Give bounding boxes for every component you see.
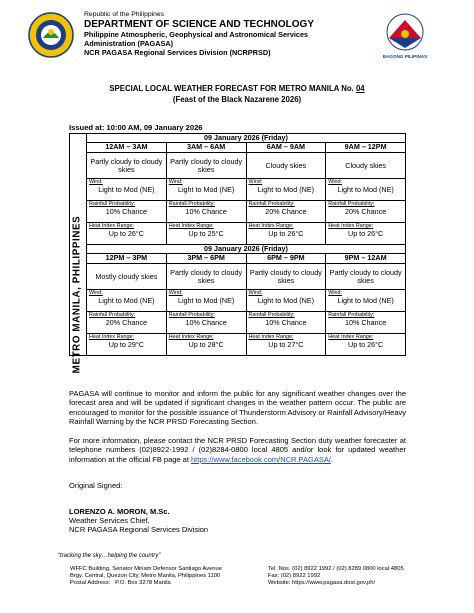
heat-cell [326,334,406,356]
sky-condition: Partly cloudy to cloudy skies [166,153,246,179]
address-line: Brgy. Central, Quezon City, Metro Manila, Philippines 1100 [70,573,221,579]
wind-cell [326,290,406,312]
wind-label: Wind: [328,179,343,185]
time-slot: 9AM – 12PM [326,143,406,153]
rain-value: 20% Chance [105,318,147,327]
rain-value: 20% Chance [265,207,307,216]
pagasa-seal-logo [28,12,74,58]
time-slot: 12PM – 3PM [87,254,167,264]
wind-cell [326,179,406,201]
wind-label: Wind: [248,290,263,296]
sky-condition: Partly cloudy to cloudy skies [87,153,167,179]
wind-value: Light to Mod (NE) [337,185,394,194]
time-slot: 3AM – 6AM [166,143,246,153]
rain-row [70,201,406,223]
sky-condition: Cloudy skies [326,153,406,179]
rain-value: 10% Chance [185,318,227,327]
issued-time: Issued at: 10:00 AM, 09 January 2026 [69,123,203,132]
wind-cell [87,179,167,201]
motto: “tracking the sky…helping the country” [58,553,161,559]
rain-value: 10% Chance [105,207,147,216]
signatory-name: LORENZO A. MORON, M.Sc. [69,507,170,516]
forecast-title [0,84,474,93]
heat-label: Heat Index Range: [89,334,134,340]
wind-value: Light to Mod (NE) [98,185,155,194]
heat-label: Heat Index Range: [89,223,134,229]
rain-label: Rainfall Probability: [168,312,215,318]
location-side-text: METRO MANILA, PHILIPPINES [71,215,83,374]
rain-value: 20% Chance [345,207,387,216]
contact-text-end: . [330,454,334,464]
wind-label: Wind: [168,290,183,296]
sky-condition: Mostly cloudy skies [87,264,167,290]
time-slot: 3PM – 6PM [166,254,246,264]
wind-cell [246,290,326,312]
signatory-division: NCR PAGASA Regional Services Division [69,525,209,535]
forecast-title-text: SPECIAL LOCAL WEATHER FORECAST FOR METRO MANILA No. [109,84,356,93]
time-slot: 6PM – 9PM [246,254,326,264]
rain-cell [246,312,326,334]
time-row [70,254,406,264]
monitoring-paragraph: PAGASA will continue to monitor and inform the public for any significant weather changes over the forecast area and will be updated if significant changes in the weather pattern occur. The public are encouraged to monitor for the possible issuance of Thunderstorm Advisory or Rainfall Advisory/Heavy Rainfall Warning by the NCR PRSD Forecasting Section. [69,389,406,426]
date-header: 09 January 2026 (Friday) [87,245,406,254]
rain-cell [166,312,246,334]
agency-name-line2: Administration (PAGASA) [84,39,174,48]
signature-block [69,507,208,535]
rain-label: Rainfall Probability: [248,312,295,318]
heat-label: Heat Index Range: [168,334,214,340]
heat-cell [87,223,167,245]
wind-value: Light to Mod (NE) [257,296,315,305]
rain-value: 10% Chance [185,207,227,216]
website: Website: https://www.pagasa.dost.gov.ph/ [268,580,376,586]
date-header: 09 January 2026 (Friday) [87,134,406,143]
wind-label: Wind: [328,290,343,296]
heat-value: Up to 26°C [348,229,384,238]
time-slot: 6AM – 9AM [246,143,326,153]
sky-row [70,153,406,179]
sky-row [70,264,406,290]
rain-cell [246,201,326,223]
heat-value: Up to 28°C [188,340,224,349]
heat-row [70,223,406,245]
sky-condition: Partly cloudy to cloudy skies [166,264,246,290]
wind-label: Wind: [168,179,183,185]
time-slot: 9PM – 12AM [326,254,406,264]
rain-cell [166,201,246,223]
rain-label: Rainfall Probability: [168,201,215,207]
rain-cell [87,201,167,223]
heat-label: Heat Index Range: [168,223,214,229]
postal-address: Postal Address: P.O. Box 3278 Manila [70,580,171,586]
wind-value: Light to Mod (NE) [337,296,394,305]
signatory-title: Weather Services Chief, [69,516,150,526]
agency-name-line1: Philippine Atmospheric, Geophysical and Astronomical Services [84,30,309,39]
rain-cell [326,312,406,334]
heat-value: Up to 29°C [108,340,144,349]
original-signed-label: Original Signed: [69,481,123,490]
wind-value: Light to Mod (NE) [177,296,235,305]
sky-condition: Partly cloudy to cloudy skies [246,264,326,290]
time-row [70,143,406,153]
heat-cell [326,223,406,245]
footer-contacts [268,566,404,587]
wind-value: Light to Mod (NE) [177,185,235,194]
letterhead [84,11,374,57]
contact-text: For more information, please contact the NCR PRSD Forecasting Section duty weather forecaster at telephone numbers (02)8922-1992 / (02)8284-0800 local 4805 and/or look for updated weather information at the official FB page at [69,436,406,464]
footer-address [70,566,222,587]
rain-label: Rainfall Probability: [89,312,136,318]
heat-value: Up to 25°C [188,229,224,238]
heat-label: Heat Index Range: [328,223,374,229]
wind-label: Wind: [248,179,263,185]
facebook-link[interactable]: https://www.facebook.com/NCR.PAGASA/ [191,454,331,464]
telephone-numbers: Tel. Nos. (02) 8922 1992 / (02) 8289 0800 local 4805 [268,566,404,572]
wind-value: Light to Mod (NE) [257,185,315,194]
rain-label: Rainfall Probability: [89,201,136,207]
wind-cell [166,179,246,201]
forecast-subtitle: (Feast of the Black Nazarene 2026) [172,95,302,104]
sky-condition: Cloudy skies [246,153,326,179]
rain-value: 10% Chance [265,318,307,327]
rain-row [70,312,406,334]
heat-value: Up to 27°C [268,340,304,349]
address-line: WFFC Building, Senator Miriam Defensor Santiago Avenue [70,566,222,572]
forecast-table [69,133,406,356]
department-name: DEPARTMENT OF SCIENCE AND TECHNOLOGY [84,19,315,30]
forecast-number: 04 [355,84,365,93]
wind-cell [87,290,167,312]
wind-cell [246,179,326,201]
bagong-pilipinas-label: BAGONG PILIPINAS [382,54,428,59]
rain-value: 10% Chance [345,318,387,327]
rain-label: Rainfall Probability: [328,312,375,318]
heat-label: Heat Index Range: [248,334,294,340]
wind-row [70,290,406,312]
heat-row [70,334,406,356]
rain-label: Rainfall Probability: [328,201,375,207]
heat-cell [246,334,326,356]
heat-cell [166,334,246,356]
heat-value: Up to 26°C [268,229,304,238]
wind-cell [166,290,246,312]
wind-value: Light to Mod (NE) [98,296,155,305]
heat-value: Up to 26°C [108,229,144,238]
heat-label: Heat Index Range: [328,334,374,340]
wind-row [70,179,406,201]
sky-condition: Partly cloudy to cloudy skies [326,264,406,290]
rain-label: Rainfall Probability: [248,201,295,207]
heat-cell [166,223,246,245]
heat-cell [87,334,167,356]
heat-label: Heat Index Range: [248,223,294,229]
time-slot: 12AM – 3AM [87,143,167,153]
heat-cell [246,223,326,245]
contact-paragraph [69,436,406,464]
rain-cell [87,312,167,334]
fax-number: Fax: (02) 8922 1992 [268,573,321,579]
division-name: NCR PAGASA Regional Services Division (NCRPRSD) [84,48,271,57]
wind-label: Wind: [89,290,103,296]
wind-label: Wind: [89,179,103,185]
heat-value: Up to 26°C [348,340,384,349]
republic-label: Republic of the Philippines [84,11,165,18]
rain-cell [326,201,406,223]
